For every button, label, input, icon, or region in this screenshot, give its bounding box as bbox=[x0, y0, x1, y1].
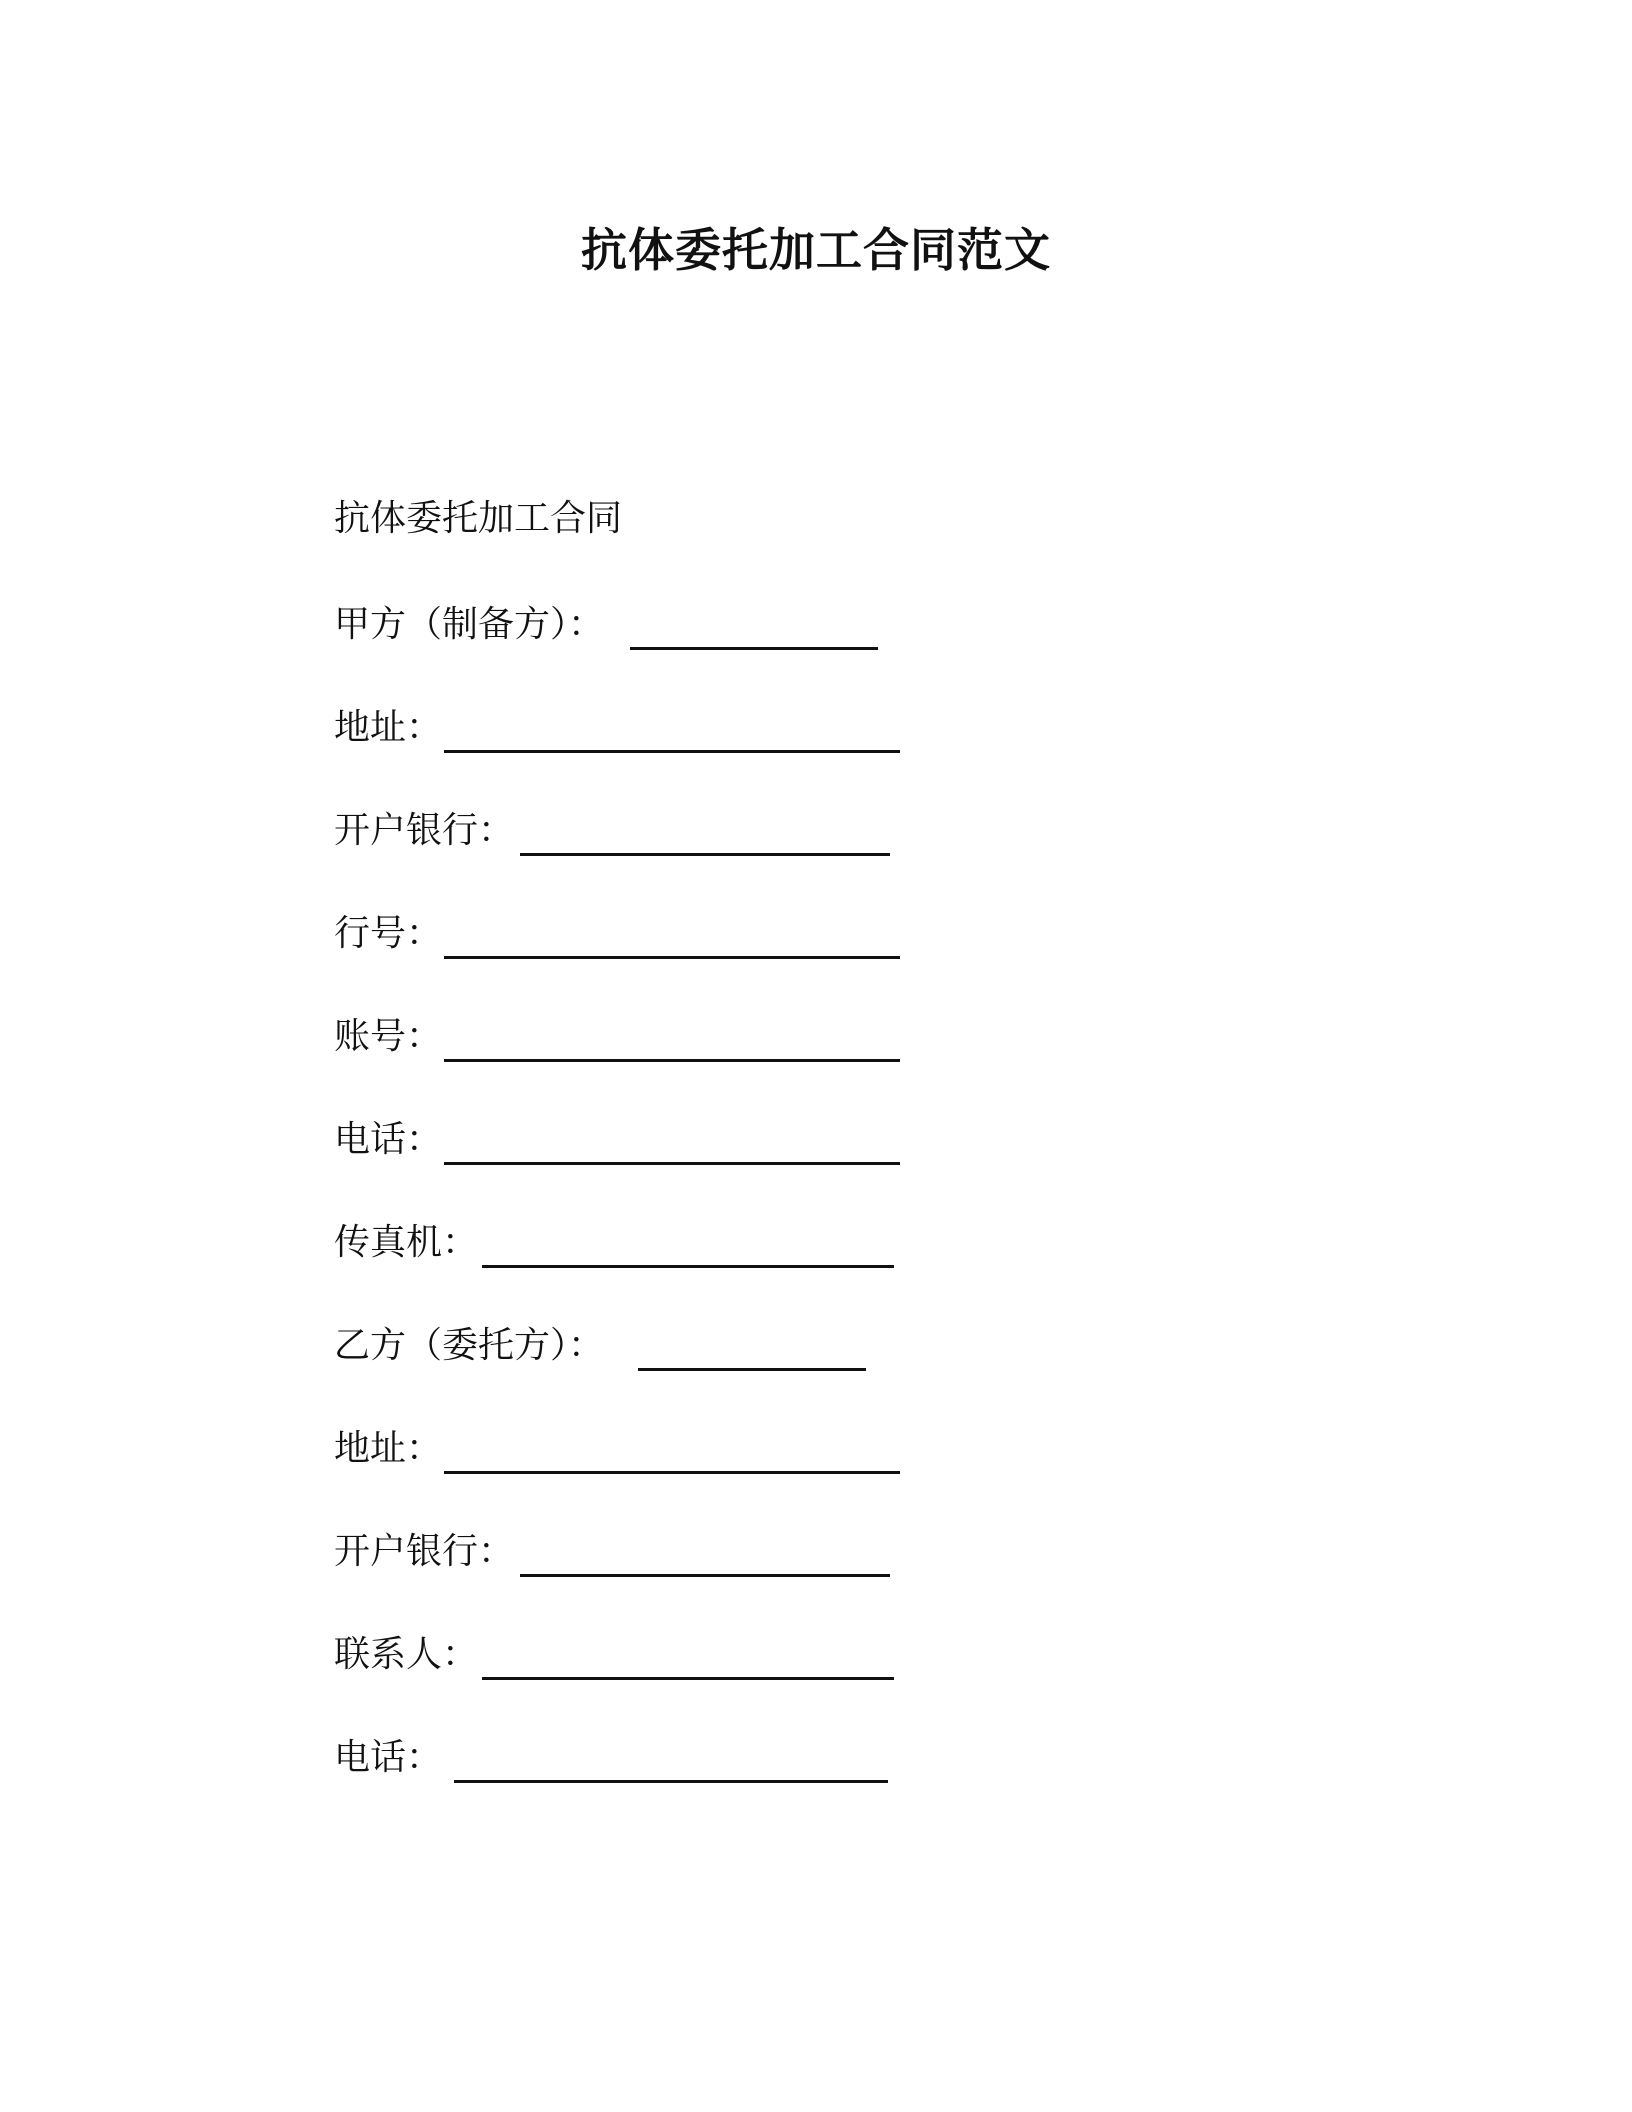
fill-in-line bbox=[520, 1527, 890, 1577]
field-label: 开户银行： bbox=[334, 1531, 515, 1572]
fill-in-line bbox=[444, 703, 900, 753]
field-label: 电话： bbox=[334, 1119, 443, 1160]
field-label: 联系人： bbox=[334, 1634, 479, 1675]
field-label: 行号： bbox=[334, 913, 443, 954]
field-label: 开户银行： bbox=[334, 810, 515, 851]
field-bank-a bbox=[334, 806, 514, 856]
fill-in-line bbox=[630, 600, 878, 650]
fill-in-line bbox=[482, 1218, 894, 1268]
fill-in-line bbox=[520, 806, 890, 856]
field-party-a bbox=[334, 600, 604, 650]
field-label: 账号： bbox=[334, 1016, 443, 1057]
fill-in-line bbox=[638, 1321, 866, 1371]
field-label: 地址： bbox=[334, 1428, 443, 1469]
field-contact-b bbox=[334, 1630, 478, 1680]
fill-in-line bbox=[444, 1115, 900, 1165]
field-fax-a bbox=[334, 1218, 478, 1268]
field-address-a bbox=[334, 703, 442, 753]
field-label: 传真机： bbox=[334, 1222, 479, 1263]
fill-in-line bbox=[444, 1424, 900, 1474]
field-party-b bbox=[334, 1321, 604, 1371]
field-bank-b bbox=[334, 1527, 514, 1577]
fill-in-line bbox=[444, 1012, 900, 1062]
field-label: 地址： bbox=[334, 707, 443, 748]
contract-name: 抗体委托加工合同 bbox=[334, 498, 623, 539]
field-label: 电话： bbox=[334, 1737, 443, 1778]
fill-in-line bbox=[454, 1733, 888, 1783]
field-label: 乙方（委托方）： bbox=[334, 1325, 605, 1366]
fill-in-line bbox=[482, 1630, 894, 1680]
document-title: 抗体委托加工合同范文 bbox=[581, 223, 1051, 277]
field-phone-b bbox=[334, 1733, 442, 1783]
field-account-a bbox=[334, 1012, 442, 1062]
field-phone-a bbox=[334, 1115, 442, 1165]
fill-in-line bbox=[444, 909, 900, 959]
field-label: 甲方（制备方）： bbox=[334, 604, 605, 645]
field-address-b bbox=[334, 1424, 442, 1474]
field-bank-code-a bbox=[334, 909, 442, 959]
